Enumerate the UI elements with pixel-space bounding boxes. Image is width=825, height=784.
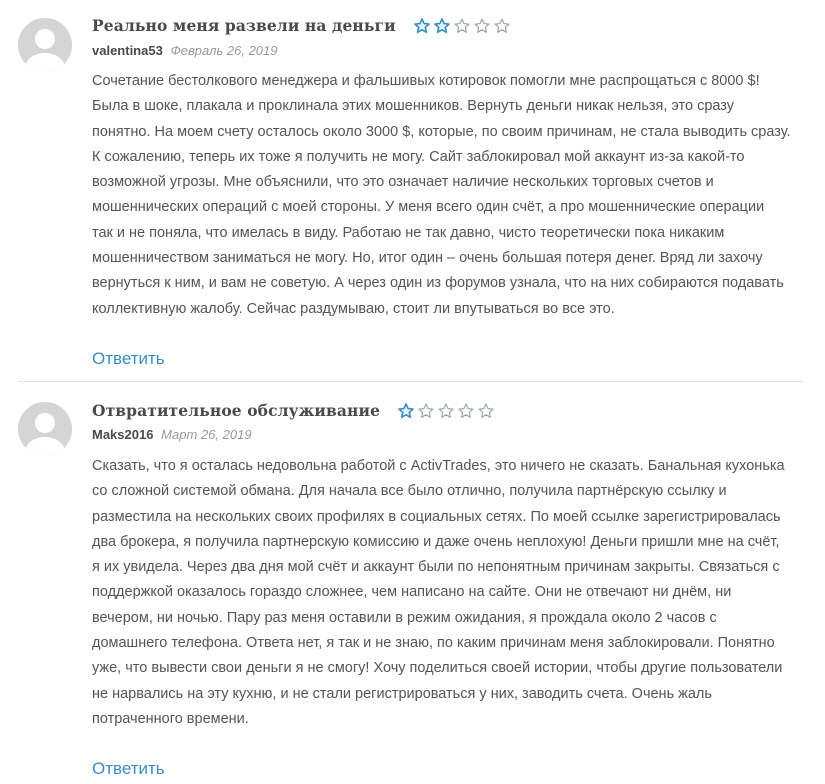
review-date: Март 26, 2019 bbox=[161, 427, 252, 442]
rating-stars bbox=[398, 403, 494, 419]
review-text-line: возможной угрозы. Мне объяснили, что это означает наличие нескольких торговых счетов и bbox=[92, 174, 714, 191]
review-text-line: поддержкой оказалось гораздо сложнее, чем написано на сайте. Они не отвечают ни днём, ни bbox=[92, 584, 732, 601]
star-outline-icon bbox=[494, 18, 510, 34]
review-text-line: разместила на нескольких своих профилях в социальных сетях. По моей ссылке зарегистрировалась bbox=[92, 508, 781, 525]
review-text-line: со сложной системой обмана. Для начала все было отлично, получила партнёрскую ссылку и bbox=[92, 483, 727, 500]
star-outline-icon bbox=[438, 403, 454, 419]
avatar-icon bbox=[18, 18, 72, 72]
review-text-line: вечером, ни ночью. Пару раз меня оставили в режим ожидания, я прождала около 2 часов с bbox=[92, 609, 717, 626]
review-text-line: вернуться к ним, и вам не советую. А через один из форумов узнала, что на них собираются подавать bbox=[92, 275, 784, 292]
review-divider bbox=[18, 381, 803, 382]
review-text bbox=[92, 69, 807, 322]
review-title: Реально меня развели на деньги bbox=[92, 16, 396, 35]
star-outline-icon bbox=[458, 403, 474, 419]
review-text-line: Была в шоке, плакала и проклинала этих мошенников. Вернуть деньги никак нельзя, это сразу bbox=[92, 98, 735, 115]
review-text-line: коллективную жалобу. Сейчас раздумываю, стоит ли впутываться во все это. bbox=[92, 300, 615, 317]
review-text-line: потраченного времени. bbox=[92, 710, 249, 727]
review-text-line: К сожалению, теперь их тоже я получить не могу. Сайт заблокировал мой аккаунт из-за какой-то bbox=[92, 148, 745, 165]
review-text-line: не нарвались на эту кухню, и не стали регистрироваться у них, заводить счета. Очень жаль bbox=[92, 685, 712, 702]
reply-link[interactable]: Ответить bbox=[92, 759, 165, 778]
star-outline-icon bbox=[474, 18, 490, 34]
reply-link[interactable]: Ответить bbox=[92, 349, 165, 368]
review-text-line: я их увидела. Через два дня мой счёт и аккаунт были по непонятным причинам закрыты. Связаться с bbox=[92, 559, 780, 576]
review-text-line: домашнего телефона. Ответа нет, я так и не знаю, по каким причинам меня заблокировали. Понятно bbox=[92, 635, 775, 652]
review-title: Отвратительное обслуживание bbox=[92, 401, 381, 420]
review-text-line: Сочетание бестолкового менеджера и фальшивых котировок помогли мне распрощаться с 8000 $! bbox=[92, 73, 760, 89]
star-filled-icon bbox=[414, 18, 430, 34]
review-date: Февраль 26, 2019 bbox=[170, 43, 278, 58]
review-text-line: Сказать, что я осталась недовольна работой с ActivTrades, это ничего не сказать. Банальная кухонька bbox=[92, 458, 785, 474]
star-outline-icon bbox=[478, 403, 494, 419]
star-outline-icon bbox=[454, 18, 470, 34]
review-text-line: уже, что вывести свои деньги я не смогу! Хочу поделиться своей истории, чтобы другие пользователи bbox=[92, 660, 783, 677]
review-text-line: мошеннических операций с моей стороны. У меня всего один счёт, а про мошеннические операции bbox=[92, 199, 765, 216]
review-text bbox=[92, 454, 807, 732]
review-text-line: так и не поняла, что имелась в виду. Работаю не так давно, чисто теоретически пока никаким bbox=[92, 224, 725, 241]
review-text-line: два брокера, я получила партнерскую комиссию и даже очень неплохую! Деньги пришли мне на счёт, bbox=[92, 533, 780, 550]
star-filled-icon bbox=[398, 403, 414, 419]
rating-stars bbox=[414, 18, 510, 34]
star-outline-icon bbox=[418, 403, 434, 419]
avatar-icon bbox=[18, 402, 72, 456]
review-text-line: мошенничеством заниматься не могу. Но, итог один – очень большая потеря денег. Вряд ли захочу bbox=[92, 250, 763, 267]
star-filled-icon bbox=[434, 18, 450, 34]
review-author: valentina53 bbox=[92, 43, 163, 58]
review-author: Maks2016 bbox=[92, 427, 154, 442]
review-text-line: понятно. На моем счету осталось около 3000 $, которые, по своим причинам, не стала выводить сразу. bbox=[92, 123, 791, 140]
